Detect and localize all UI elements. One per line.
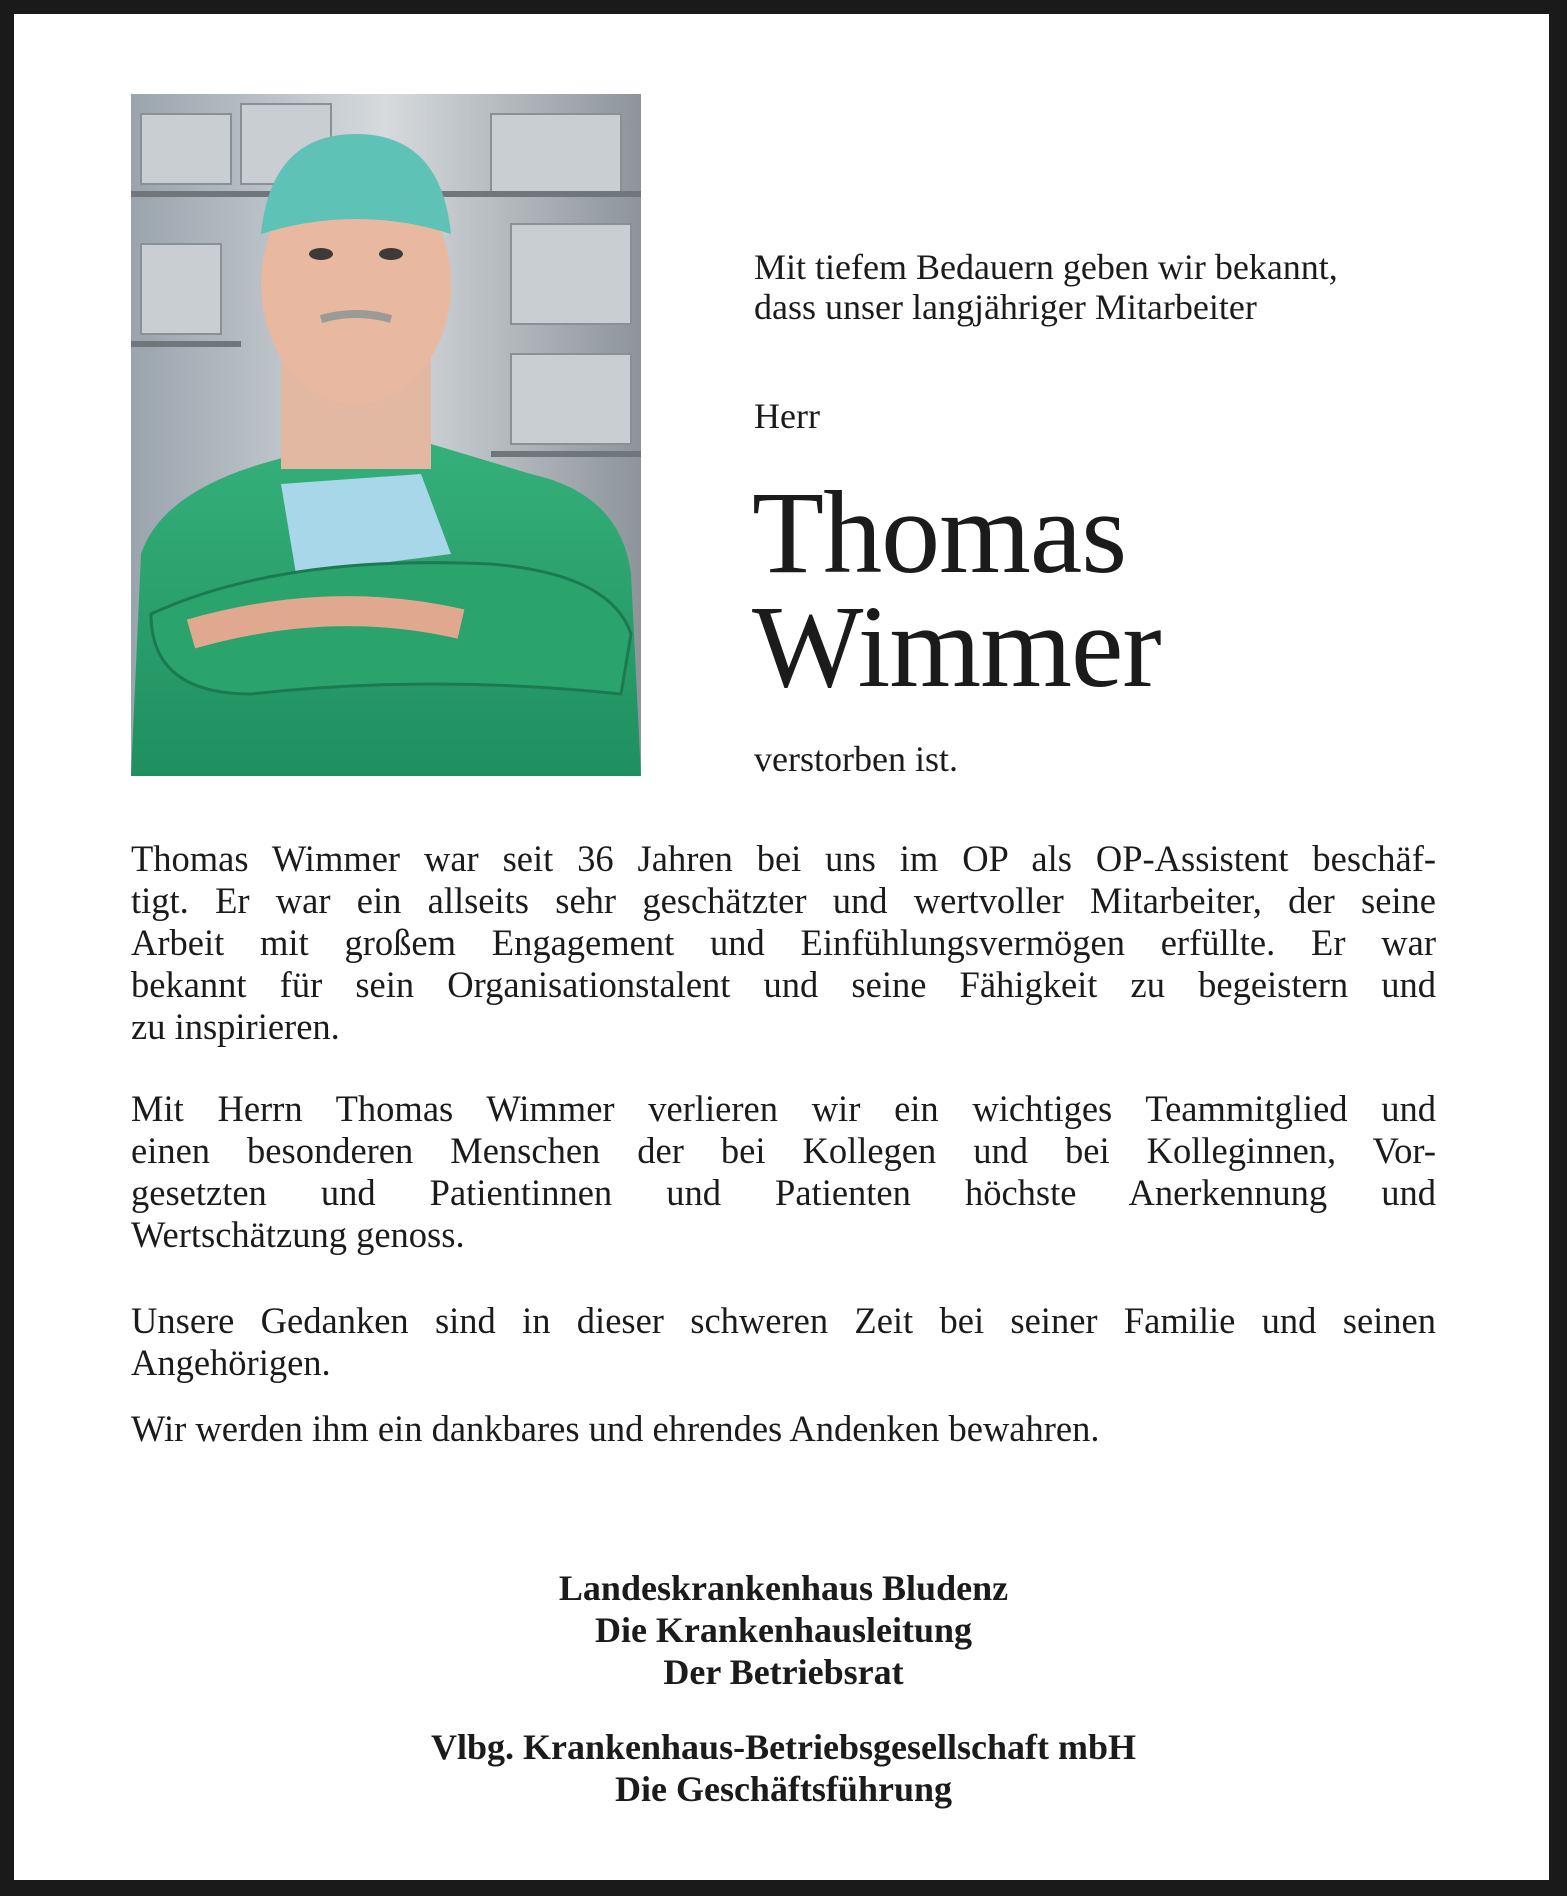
paragraph-1 (131, 838, 1436, 1048)
text-line: Thomas Wimmer war seit 36 Jahren bei uns im OP als OP-Assistent beschäf- (131, 838, 1436, 879)
last-name: Wimmer (752, 581, 1161, 712)
intro-line: Mit tiefem Bedauern geben wir bekannt, (754, 247, 1338, 287)
paragraph-3 (131, 1300, 1436, 1384)
closing-intro: verstorben ist. (754, 739, 958, 779)
signature-line: Die Krankenhausleitung (594, 1610, 973, 1650)
paragraph-4 (131, 1408, 1436, 1450)
text-line: Mit Herrn Thomas Wimmer verlieren wir ein wichtiges Teammitglied und (131, 1088, 1436, 1129)
text-line: zu inspirieren. (131, 1006, 340, 1047)
signature-line: Vlbg. Krankenhaus-Betriebsgesellschaft mbH (430, 1727, 1137, 1767)
text-line: tigt. Er war ein allseits sehr geschätzter und wertvoller Mitarbeiter, der seine (131, 880, 1436, 921)
text-line: Unsere Gedanken sind in dieser schweren Zeit bei seiner Familie und seinen (131, 1300, 1436, 1341)
signature-line: Landeskrankenhaus Bludenz (558, 1568, 1009, 1608)
intro-line: dass unser langjähriger Mitarbeiter (754, 287, 1257, 327)
signature-line: Der Betriebsrat (663, 1652, 904, 1692)
text-line: Wir werden ihm ein dankbares und ehrendes Andenken bewahren. (131, 1408, 1100, 1449)
text-line: Angehörigen. (131, 1342, 331, 1383)
portrait-photo (131, 94, 641, 776)
first-name: Thomas (752, 467, 1127, 598)
intro-text (754, 247, 1338, 327)
text-line: Wertschätzung genoss. (131, 1214, 465, 1255)
salutation: Herr (754, 396, 820, 436)
signature-block-company (0, 1726, 1567, 1810)
text-line: einen besonderen Menschen der bei Kollegen und bei Kolleginnen, Vor- (131, 1130, 1436, 1171)
text-line: bekannt für sein Organisationstalent und seine Fähigkeit zu begeistern und (131, 964, 1436, 1005)
signature-line: Die Geschäftsführung (614, 1769, 952, 1809)
paragraph-2 (131, 1088, 1436, 1256)
text-line: gesetzten und Patientinnen und Patienten höchste Anerkennung und (131, 1172, 1436, 1213)
signature-block-hospital (0, 1567, 1567, 1693)
text-line: Arbeit mit großem Engagement und Einfühlungsvermögen erfüllte. Er war (131, 922, 1436, 963)
